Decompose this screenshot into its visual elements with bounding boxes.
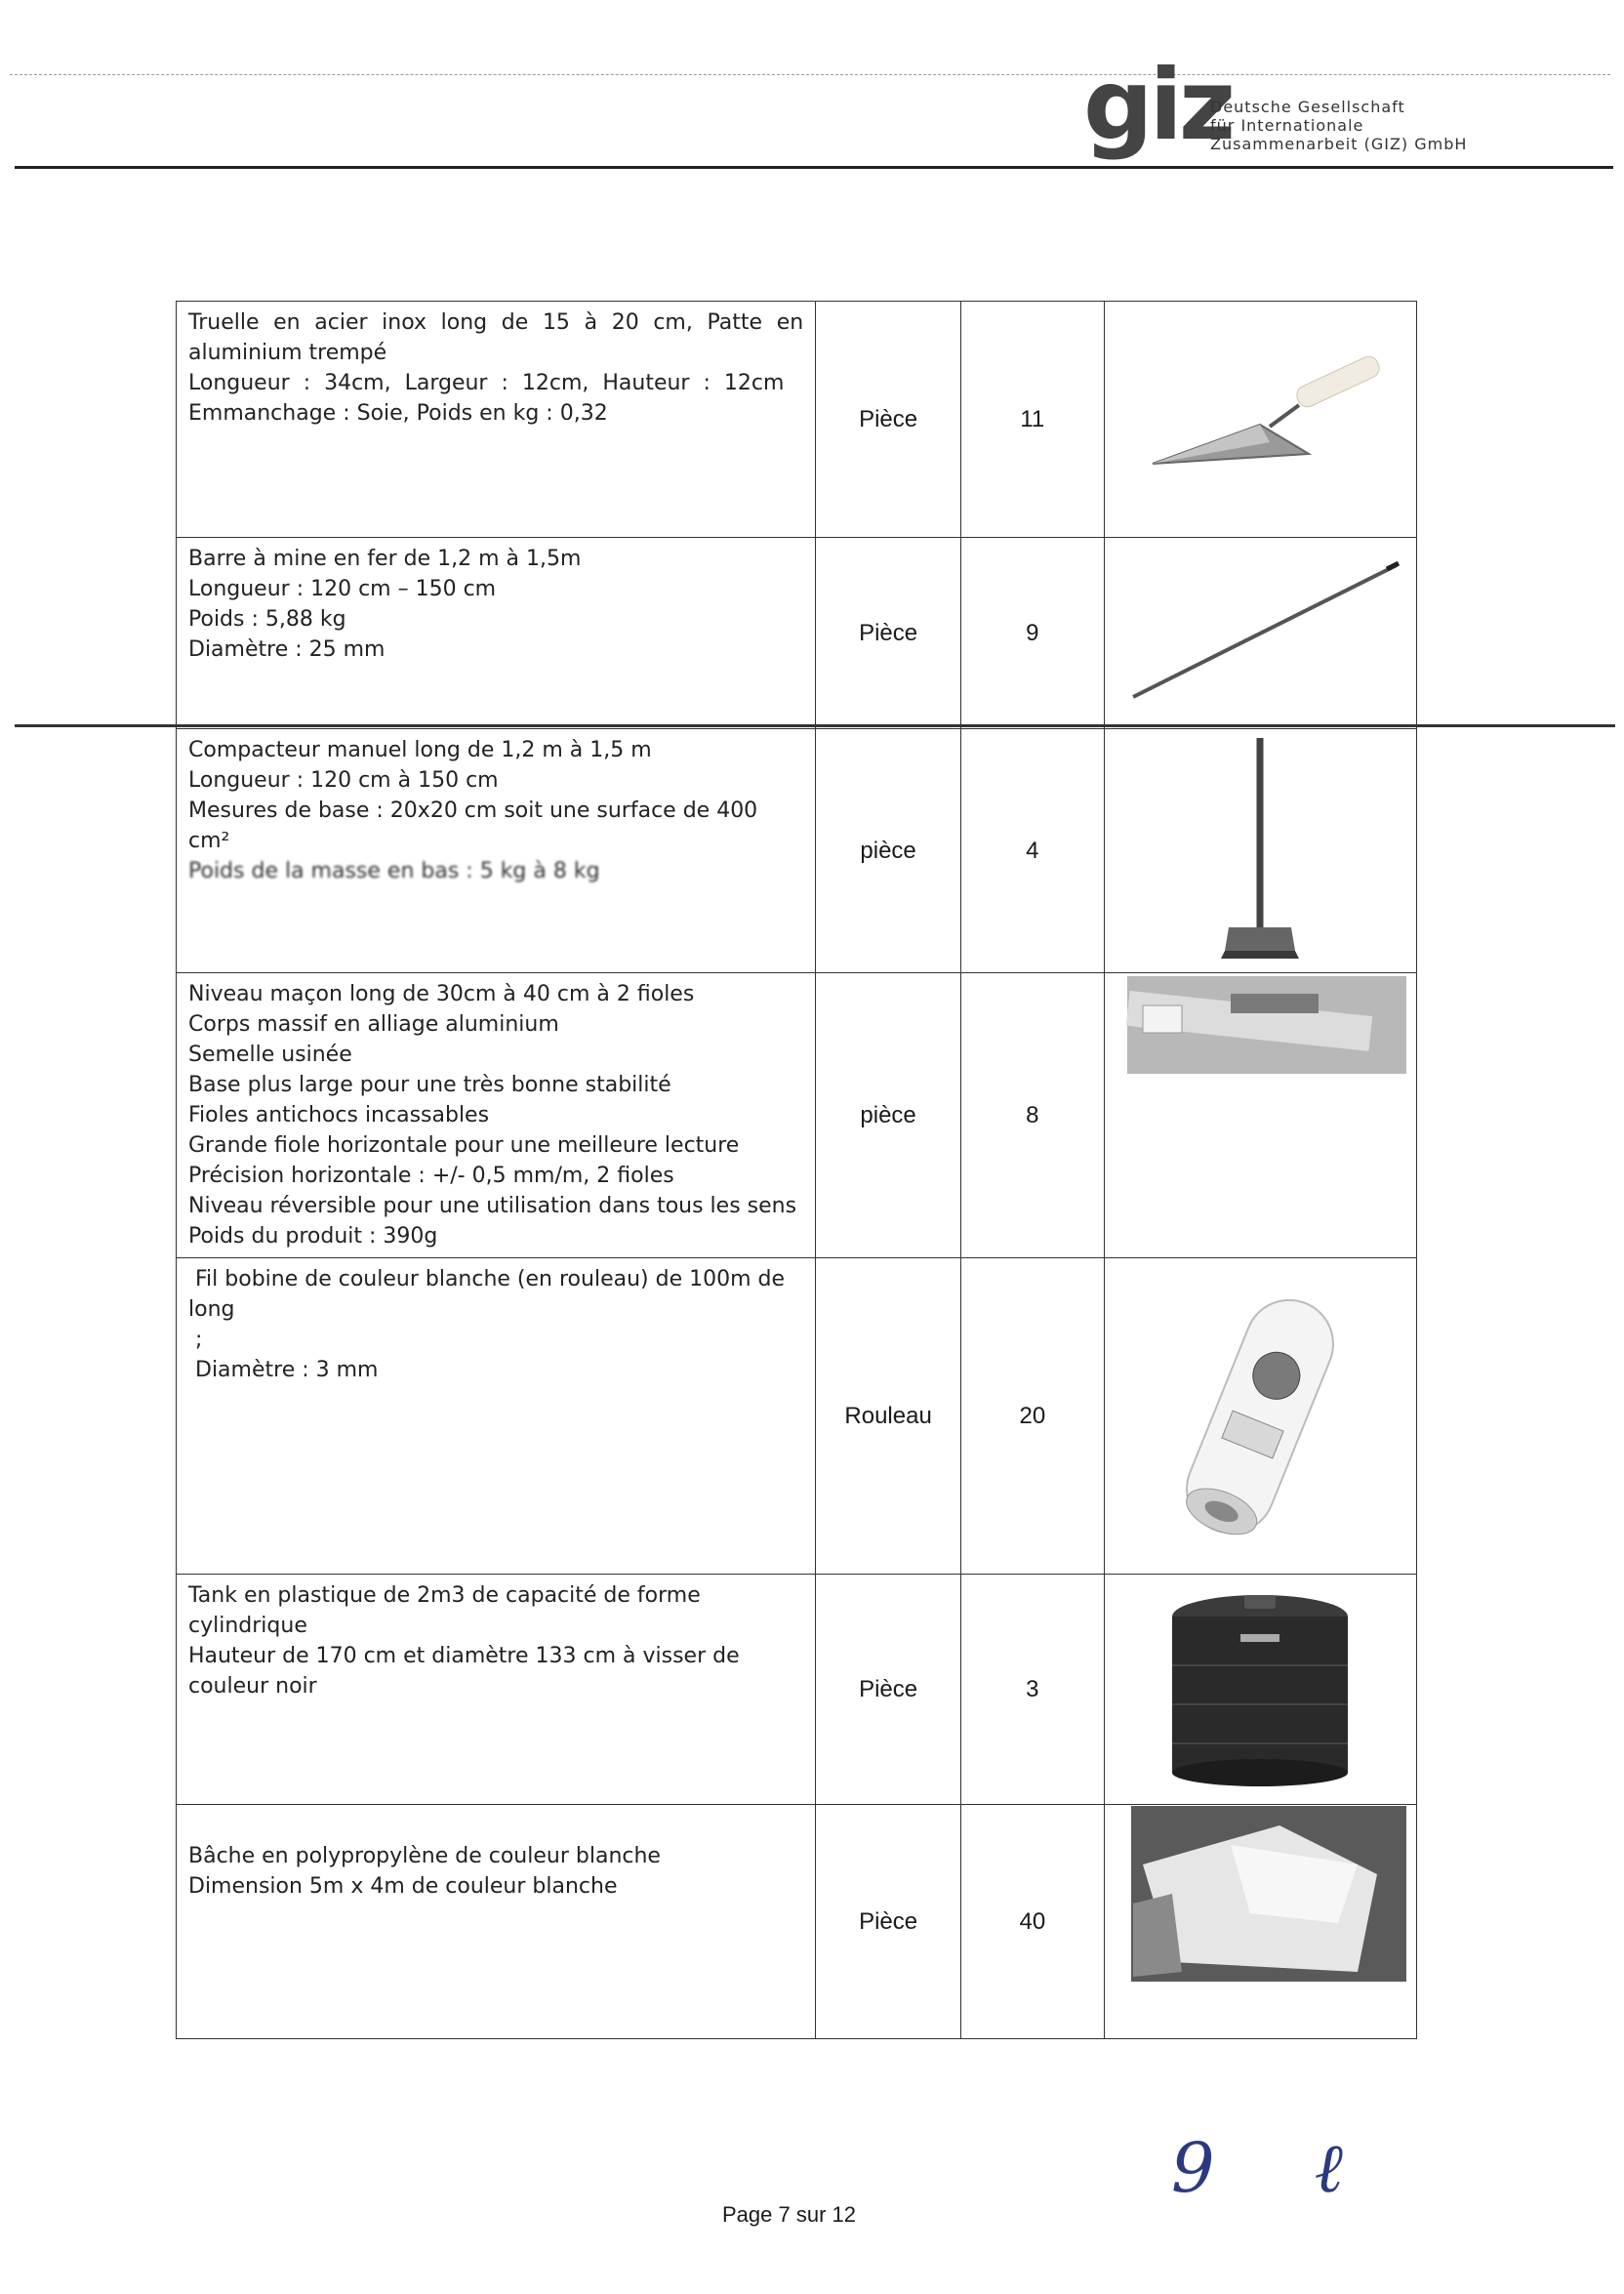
tamper-image [1104, 729, 1416, 973]
item-unit: Pièce [816, 538, 961, 729]
handwritten-initials: 9 ℓ [1171, 2128, 1382, 2208]
item-description: Niveau maçon long de 30cm à 40 cm à 2 fioles Corps massif en alliage aluminium Semelle usinée Base plus large pour une très bonne stabilité Fioles antichocs incassables Grande fiole horizontale pour une meilleure lecture Précision horizontale : +/- 0,5 mm/m, 2 fioles Niveau réversible pour une utilisation dans tous les sens Poids du produit : 390g [177, 973, 816, 1258]
page-number: Page 7 sur 12 [722, 2202, 856, 2227]
item-unit: Pièce [816, 302, 961, 538]
water-tank-image [1104, 1575, 1416, 1805]
table-row [177, 973, 1417, 1258]
table-row [177, 1575, 1417, 1805]
item-quantity: 11 [961, 302, 1105, 538]
item-quantity: 40 [961, 1805, 1105, 2039]
scan-artifact-line [10, 74, 1610, 76]
org-line-1: Deutsche Gesellschaft [1210, 98, 1405, 116]
item-unit: pièce [816, 973, 961, 1258]
org-line-2: für Internationale [1210, 116, 1364, 135]
org-line-3: Zusammenarbeit (GIZ) GmbH [1210, 135, 1468, 153]
items-table [176, 301, 1417, 2039]
item-unit: Pièce [816, 1575, 961, 1805]
item-unit: Pièce [816, 1805, 961, 2039]
item-description: Fil bobine de couleur blanche (en rouleau) de 100m de long ; Diamètre : 3 mm [177, 1258, 816, 1575]
table-row [177, 538, 1417, 729]
item-quantity: 3 [961, 1575, 1105, 1805]
item-quantity: 4 [961, 729, 1105, 973]
table-row [177, 1805, 1417, 2039]
item-description: Tank en plastique de 2m3 de capacité de forme cylindrique Hauteur de 170 cm et diamètre 133 cm à visser de couleur noir [177, 1575, 816, 1805]
item-description: Truelle en acier inox long de 15 à 20 cm, Patte en aluminium trempé Longueur : 34cm, Largeur : 12cm, Hauteur : 12cm Emmanchage : Soie, Poids en kg : 0,32 [177, 302, 816, 538]
giz-logo-mark: giz [1083, 48, 1233, 162]
tarpaulin-image [1104, 1805, 1416, 2039]
item-unit: Rouleau [816, 1258, 961, 1575]
organization-name [1210, 98, 1467, 153]
table-row [177, 1258, 1417, 1575]
table-row [177, 302, 1417, 538]
table-row [177, 729, 1417, 973]
header-rule [15, 166, 1613, 169]
item-description: Bâche en polypropylène de couleur blanche Dimension 5m x 4m de couleur blanche [177, 1805, 816, 2039]
item-unit: pièce [816, 729, 961, 973]
item-quantity: 20 [961, 1258, 1105, 1575]
rope-roll-image [1104, 1258, 1416, 1575]
spirit-level-image [1104, 973, 1416, 1258]
item-description: Barre à mine en fer de 1,2 m à 1,5m Longueur : 120 cm – 150 cm Poids : 5,88 kg Diamètre : 25 mm [177, 538, 816, 729]
item-quantity: 9 [961, 538, 1105, 729]
scan-artifact-line [15, 724, 1615, 727]
item-quantity: 8 [961, 973, 1105, 1258]
trowel-image [1104, 302, 1416, 538]
item-description: Compacteur manuel long de 1,2 m à 1,5 m Longueur : 120 cm à 150 cm Mesures de base : 20x20 cm soit une surface de 400 cm² Poids de la masse en bas : 5 kg à 8 kg [177, 729, 816, 973]
crowbar-image [1104, 538, 1416, 729]
